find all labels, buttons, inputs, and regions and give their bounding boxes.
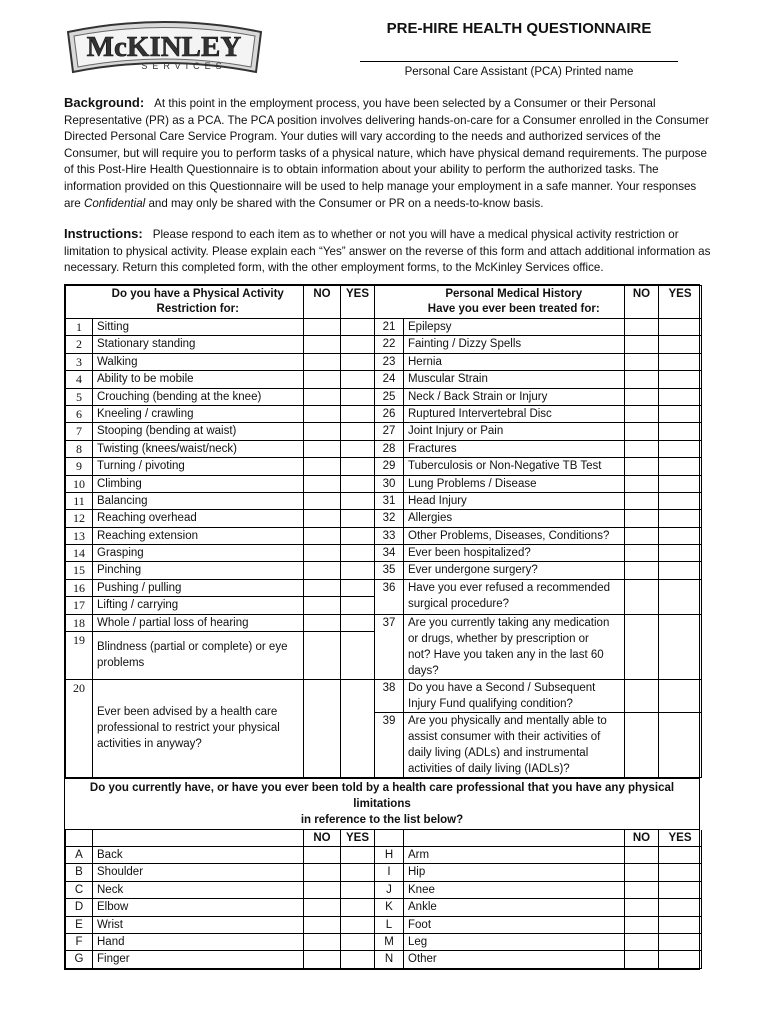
no-checkbox[interactable] bbox=[625, 440, 659, 457]
yes-checkbox[interactable] bbox=[659, 864, 702, 881]
item-number: 15 bbox=[66, 562, 93, 579]
right-no-header: NO bbox=[625, 286, 659, 319]
table-row bbox=[66, 423, 702, 440]
yes-checkbox[interactable] bbox=[659, 440, 702, 457]
no-checkbox[interactable] bbox=[304, 597, 341, 614]
item-number: 30 bbox=[375, 475, 404, 492]
background-paragraph bbox=[64, 95, 714, 212]
body-part-letter: E bbox=[66, 916, 93, 933]
table-row bbox=[66, 562, 702, 579]
instructions-paragraph bbox=[64, 226, 714, 277]
no-checkbox[interactable] bbox=[304, 545, 341, 562]
yes-checkbox[interactable] bbox=[659, 319, 702, 336]
no-checkbox[interactable] bbox=[625, 881, 659, 898]
yes-checkbox[interactable] bbox=[659, 423, 702, 440]
yes-checkbox[interactable] bbox=[341, 562, 375, 579]
yes-checkbox[interactable] bbox=[341, 614, 375, 632]
body-part-letter: B bbox=[66, 864, 93, 881]
body-part-label: Foot bbox=[404, 916, 625, 933]
body-part-label: Wrist bbox=[93, 916, 304, 933]
table-row bbox=[66, 527, 702, 544]
item-number: 2 bbox=[66, 336, 93, 353]
restriction-label: Stooping (bending at waist) bbox=[93, 423, 304, 440]
no-checkbox[interactable] bbox=[625, 492, 659, 509]
item-number: 26 bbox=[375, 405, 404, 422]
restriction-label: Turning / pivoting bbox=[93, 458, 304, 475]
yes-checkbox[interactable] bbox=[341, 388, 375, 405]
body-part-row bbox=[66, 864, 702, 881]
no-checkbox[interactable] bbox=[304, 527, 341, 544]
yes-checkbox[interactable] bbox=[659, 847, 702, 864]
restriction-label: Reaching extension bbox=[93, 527, 304, 544]
yes-checkbox[interactable] bbox=[341, 951, 375, 968]
no-checkbox[interactable] bbox=[304, 933, 341, 950]
body-limitation-question: Do you currently have, or have you ever been told by a health care professional that you have any physical limitations in reference to the list below? bbox=[65, 778, 699, 830]
no-checkbox[interactable] bbox=[625, 562, 659, 579]
body-part-letter: J bbox=[375, 881, 404, 898]
no-checkbox[interactable] bbox=[625, 864, 659, 881]
no-checkbox[interactable] bbox=[625, 458, 659, 475]
body-part-label: Leg bbox=[404, 933, 625, 950]
logo-sub-text: SERVICES bbox=[141, 61, 227, 71]
history-label: Fractures bbox=[404, 440, 625, 457]
item-number: 29 bbox=[375, 458, 404, 475]
table-row bbox=[66, 440, 702, 457]
table-row bbox=[66, 475, 702, 492]
no-checkbox[interactable] bbox=[304, 353, 341, 370]
yes-checkbox[interactable] bbox=[659, 899, 702, 916]
no-checkbox[interactable] bbox=[304, 423, 341, 440]
table-row: 20 Ever been advised by a health care professional to restrict your physical activities in anyway? 38 Do you have a Second / Subsequent Injury Fund qualifying condition? bbox=[66, 679, 702, 712]
body-part-letter: I bbox=[375, 864, 404, 881]
restriction-label: Walking bbox=[93, 353, 304, 370]
body-part-label: Back bbox=[93, 847, 304, 864]
no-checkbox[interactable] bbox=[625, 527, 659, 544]
restriction-label: Sitting bbox=[93, 319, 304, 336]
restriction-label: Crouching (bending at the knee) bbox=[93, 388, 304, 405]
body-part-label: Hip bbox=[404, 864, 625, 881]
no-checkbox[interactable] bbox=[625, 679, 659, 712]
no-checkbox[interactable] bbox=[304, 847, 341, 864]
logo-main-text: McKINLEY bbox=[86, 31, 242, 63]
body-part-letter: L bbox=[375, 916, 404, 933]
document-title: PRE-HIRE HEALTH QUESTIONNAIRE bbox=[386, 20, 652, 37]
no-checkbox[interactable] bbox=[625, 353, 659, 370]
yes-checkbox[interactable] bbox=[659, 933, 702, 950]
no-checkbox[interactable] bbox=[625, 847, 659, 864]
table-row bbox=[66, 545, 702, 562]
yes-checkbox[interactable] bbox=[341, 458, 375, 475]
history-label: Ever been hospitalized? bbox=[404, 545, 625, 562]
no-checkbox[interactable] bbox=[304, 388, 341, 405]
body-part-letter: N bbox=[375, 951, 404, 968]
no-checkbox[interactable] bbox=[625, 545, 659, 562]
history-label: Other Problems, Diseases, Conditions? bbox=[404, 527, 625, 544]
restriction-label: Pinching bbox=[93, 562, 304, 579]
no-checkbox[interactable] bbox=[625, 712, 659, 777]
no-checkbox[interactable] bbox=[304, 679, 341, 777]
body-part-label: Elbow bbox=[93, 899, 304, 916]
item-number: 33 bbox=[375, 527, 404, 544]
table-row bbox=[66, 319, 702, 336]
table-header-row bbox=[66, 286, 702, 319]
history-label: Epilepsy bbox=[404, 319, 625, 336]
no-checkbox[interactable] bbox=[625, 951, 659, 968]
item-number: 12 bbox=[66, 510, 93, 527]
history-label: Ever undergone surgery? bbox=[404, 562, 625, 579]
history-label: Neck / Back Strain or Injury bbox=[404, 388, 625, 405]
yes-checkbox[interactable] bbox=[341, 679, 375, 777]
questionnaire-form bbox=[64, 284, 700, 970]
table-row: 19 Blindness (partial or complete) or eye problems bbox=[66, 632, 702, 679]
history-label: Joint Injury or Pain bbox=[404, 423, 625, 440]
no-checkbox[interactable] bbox=[625, 899, 659, 916]
yes-checkbox[interactable] bbox=[341, 336, 375, 353]
yes-checkbox[interactable] bbox=[341, 847, 375, 864]
history-label: Lung Problems / Disease bbox=[404, 475, 625, 492]
no-checkbox[interactable] bbox=[304, 881, 341, 898]
body-part-letter: G bbox=[66, 951, 93, 968]
restriction-label: Balancing bbox=[93, 492, 304, 509]
yes-checkbox[interactable] bbox=[341, 881, 375, 898]
background-lead: Background: bbox=[64, 95, 145, 110]
yes-checkbox[interactable] bbox=[659, 353, 702, 370]
background-emphasis: Confidential bbox=[83, 196, 146, 210]
yes-checkbox[interactable] bbox=[659, 527, 702, 544]
history-label: Muscular Strain bbox=[404, 371, 625, 388]
table-row: 16 Pushing / pulling 36 Have you ever refused a recommended surgical procedure? bbox=[66, 579, 702, 596]
right-yes-header: YES bbox=[659, 286, 702, 319]
item-number: 31 bbox=[375, 492, 404, 509]
history-label: Ruptured Intervertebral Disc bbox=[404, 405, 625, 422]
restriction-label: Ability to be mobile bbox=[93, 371, 304, 388]
yes-checkbox[interactable] bbox=[659, 371, 702, 388]
no-checkbox[interactable] bbox=[625, 510, 659, 527]
item-number: 13 bbox=[66, 527, 93, 544]
yes-checkbox[interactable] bbox=[341, 597, 375, 614]
table-row bbox=[66, 492, 702, 509]
yes-checkbox[interactable] bbox=[341, 527, 375, 544]
item-number: 6 bbox=[66, 405, 93, 422]
no-checkbox[interactable] bbox=[304, 579, 341, 596]
item-number: 32 bbox=[375, 510, 404, 527]
no-checkbox[interactable] bbox=[304, 371, 341, 388]
no-checkbox[interactable] bbox=[304, 614, 341, 632]
restriction-label: Stationary standing bbox=[93, 336, 304, 353]
body-part-row bbox=[66, 916, 702, 933]
yes-checkbox[interactable] bbox=[341, 916, 375, 933]
left-column-header: Do you have a Physical Activity Restriction for: bbox=[93, 286, 304, 319]
body-part-label: Knee bbox=[404, 881, 625, 898]
no-checkbox[interactable] bbox=[625, 423, 659, 440]
no-checkbox[interactable] bbox=[304, 492, 341, 509]
yes-checkbox[interactable] bbox=[659, 510, 702, 527]
table-row bbox=[66, 371, 702, 388]
item-number: 8 bbox=[66, 440, 93, 457]
item-number: 11 bbox=[66, 492, 93, 509]
yes-checkbox[interactable] bbox=[341, 864, 375, 881]
item-number: 35 bbox=[375, 562, 404, 579]
no-checkbox[interactable] bbox=[304, 916, 341, 933]
yes-checkbox[interactable] bbox=[659, 679, 702, 712]
table-row bbox=[66, 458, 702, 475]
item-number: 23 bbox=[375, 353, 404, 370]
yes-checkbox[interactable] bbox=[341, 579, 375, 596]
yes-checkbox[interactable] bbox=[659, 545, 702, 562]
no-checkbox[interactable] bbox=[304, 475, 341, 492]
table-row: 39 Are you physically and mentally able to assist consumer with their activities of daily living (ADLs) and instrumental activities of daily living (IADLs)? bbox=[66, 712, 702, 777]
table-row bbox=[66, 510, 702, 527]
body-part-row bbox=[66, 847, 702, 864]
body-part-label: Shoulder bbox=[93, 864, 304, 881]
yes-checkbox[interactable] bbox=[659, 614, 702, 679]
no-checkbox[interactable] bbox=[304, 864, 341, 881]
no-checkbox[interactable] bbox=[625, 475, 659, 492]
restriction-label: Twisting (knees/waist/neck) bbox=[93, 440, 304, 457]
body-part-table bbox=[65, 830, 702, 969]
no-checkbox[interactable] bbox=[304, 458, 341, 475]
item-number: 5 bbox=[66, 388, 93, 405]
yes-checkbox[interactable] bbox=[341, 319, 375, 336]
yes-checkbox[interactable] bbox=[659, 336, 702, 353]
table-row bbox=[66, 405, 702, 422]
yes-checkbox[interactable] bbox=[659, 475, 702, 492]
no-checkbox[interactable] bbox=[304, 440, 341, 457]
item-number: 21 bbox=[375, 319, 404, 336]
restriction-label: Grasping bbox=[93, 545, 304, 562]
yes-checkbox[interactable] bbox=[341, 933, 375, 950]
yes-checkbox[interactable] bbox=[341, 423, 375, 440]
no-checkbox[interactable] bbox=[304, 336, 341, 353]
item-number: 22 bbox=[375, 336, 404, 353]
item-number: 28 bbox=[375, 440, 404, 457]
table-row bbox=[66, 353, 702, 370]
table-row: 18 Whole / partial loss of hearing 37 Are you currently taking any medication or drugs, whether by prescription or not? Have you taken any in the last 60 days? bbox=[66, 614, 702, 632]
body-part-letter: H bbox=[375, 847, 404, 864]
item-number: 24 bbox=[375, 371, 404, 388]
body-part-letter: F bbox=[66, 933, 93, 950]
instructions-lead: Instructions: bbox=[64, 226, 143, 241]
yes-checkbox[interactable] bbox=[659, 916, 702, 933]
body-part-label: Hand bbox=[93, 933, 304, 950]
yes-checkbox[interactable] bbox=[659, 458, 702, 475]
body-part-row bbox=[66, 881, 702, 898]
no-checkbox[interactable] bbox=[625, 405, 659, 422]
item-number: 27 bbox=[375, 423, 404, 440]
body-part-row bbox=[66, 933, 702, 950]
item-number: 9 bbox=[66, 458, 93, 475]
no-checkbox[interactable] bbox=[304, 632, 341, 679]
body-part-label: Neck bbox=[93, 881, 304, 898]
no-checkbox[interactable] bbox=[304, 405, 341, 422]
no-checkbox[interactable] bbox=[625, 371, 659, 388]
yes-checkbox[interactable] bbox=[341, 632, 375, 679]
body-part-row bbox=[66, 951, 702, 968]
yes-checkbox[interactable] bbox=[341, 440, 375, 457]
body-part-label: Other bbox=[404, 951, 625, 968]
item-number: 1 bbox=[66, 319, 93, 336]
table-row: 17 Lifting / carrying bbox=[66, 597, 702, 614]
right-column-header: Personal Medical History Have you ever been treated for: bbox=[404, 286, 625, 319]
yes-checkbox[interactable] bbox=[341, 492, 375, 509]
history-label: Tuberculosis or Non-Negative TB Test bbox=[404, 458, 625, 475]
history-label: Allergies bbox=[404, 510, 625, 527]
body-part-letter: A bbox=[66, 847, 93, 864]
history-label: Hernia bbox=[404, 353, 625, 370]
no-checkbox[interactable] bbox=[304, 899, 341, 916]
body-part-letter: C bbox=[66, 881, 93, 898]
body-part-label: Arm bbox=[404, 847, 625, 864]
yes-checkbox[interactable] bbox=[341, 405, 375, 422]
no-checkbox[interactable] bbox=[304, 562, 341, 579]
no-checkbox[interactable] bbox=[625, 933, 659, 950]
no-checkbox[interactable] bbox=[625, 388, 659, 405]
body-part-header-row: NO YES NO YES bbox=[66, 830, 702, 847]
yes-checkbox[interactable] bbox=[659, 562, 702, 579]
body-part-letter: M bbox=[375, 933, 404, 950]
no-checkbox[interactable] bbox=[304, 319, 341, 336]
yes-checkbox[interactable] bbox=[341, 899, 375, 916]
yes-checkbox[interactable] bbox=[341, 353, 375, 370]
no-checkbox[interactable] bbox=[625, 336, 659, 353]
item-number: 4 bbox=[66, 371, 93, 388]
yes-checkbox[interactable] bbox=[659, 579, 702, 614]
body-part-label: Ankle bbox=[404, 899, 625, 916]
restriction-label: Reaching overhead bbox=[93, 510, 304, 527]
pca-name-input-line[interactable] bbox=[360, 61, 678, 62]
no-checkbox[interactable] bbox=[304, 951, 341, 968]
instructions-text: Please respond to each item as to whether or not you will have a medical physical activity restriction or limitation to physical activity. Please explain each “Yes” answer on the reverse of this form and attach additional information as necessary. Return this completed form, with the other employment forms, to the McKinley Services office. bbox=[64, 228, 711, 275]
background-text-end: and may only be shared with the Consumer or PR on a needs-to-know basis. bbox=[145, 196, 544, 210]
yes-checkbox[interactable] bbox=[341, 510, 375, 527]
left-yes-header: YES bbox=[341, 286, 375, 319]
yes-checkbox[interactable] bbox=[659, 881, 702, 898]
no-checkbox[interactable] bbox=[625, 916, 659, 933]
history-label: Fainting / Dizzy Spells bbox=[404, 336, 625, 353]
left-no-header: NO bbox=[304, 286, 341, 319]
item-number: 25 bbox=[375, 388, 404, 405]
no-checkbox[interactable] bbox=[304, 510, 341, 527]
yes-checkbox[interactable] bbox=[659, 405, 702, 422]
body-part-label: Finger bbox=[93, 951, 304, 968]
page-header bbox=[0, 0, 770, 95]
yes-checkbox[interactable] bbox=[659, 712, 702, 777]
body-part-letter: K bbox=[375, 899, 404, 916]
restriction-label: Kneeling / crawling bbox=[93, 405, 304, 422]
mckinley-logo bbox=[62, 14, 267, 94]
item-number: 3 bbox=[66, 353, 93, 370]
table-row bbox=[66, 336, 702, 353]
background-text: At this point in the employment process, you have been selected by a Consumer or their Personal Representative (PR) as a PCA. The PCA position involves delivering hands-on-care for a Consumer enrolled in the Consumer Directed Personal Care Service Program. Your duties will vary according to the needs and authorized services of the Consumer, but will require you to perform tasks of a physical nature, which have physical demand requirements. The purpose of this Post-Hire Health Questionnaire is to obtain information about your ability to perform the authorized tasks. The information provided on this Questionnaire will be used to help manage your employment in a safe manner. Your responses are bbox=[64, 97, 709, 210]
item-number: 7 bbox=[66, 423, 93, 440]
yes-checkbox[interactable] bbox=[341, 475, 375, 492]
item-number: 14 bbox=[66, 545, 93, 562]
no-checkbox[interactable] bbox=[625, 614, 659, 679]
yes-checkbox[interactable] bbox=[341, 545, 375, 562]
yes-checkbox[interactable] bbox=[341, 371, 375, 388]
no-checkbox[interactable] bbox=[625, 319, 659, 336]
item-number: 34 bbox=[375, 545, 404, 562]
pca-name-caption: Personal Care Assistant (PCA) Printed name bbox=[404, 66, 634, 78]
yes-checkbox[interactable] bbox=[659, 951, 702, 968]
body-part-row bbox=[66, 899, 702, 916]
item-number: 10 bbox=[66, 475, 93, 492]
no-checkbox[interactable] bbox=[625, 579, 659, 614]
yes-checkbox[interactable] bbox=[659, 388, 702, 405]
body-part-letter: D bbox=[66, 899, 93, 916]
history-label: Head Injury bbox=[404, 492, 625, 509]
restriction-label: Climbing bbox=[93, 475, 304, 492]
yes-checkbox[interactable] bbox=[659, 492, 702, 509]
restriction-history-table bbox=[65, 285, 702, 778]
table-row bbox=[66, 388, 702, 405]
